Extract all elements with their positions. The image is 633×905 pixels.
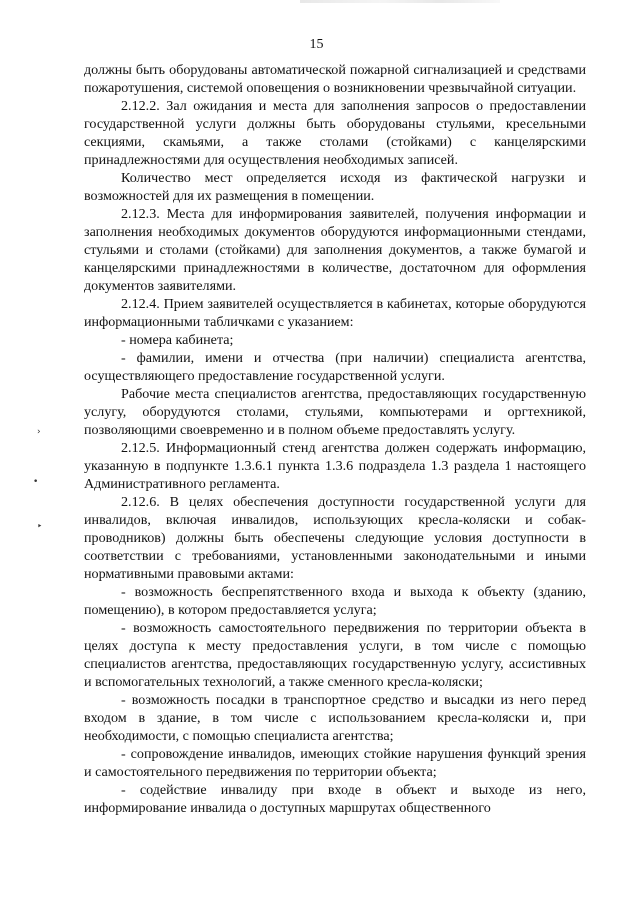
list-item: - номера кабинета;	[121, 332, 234, 348]
list-item: - возможность посадки в транспортное средство и высадки из него перед входом в здание, в том числе с использованием кресла-коляски и, при необходимости, с помощью специалиста агентства;	[84, 692, 586, 744]
paragraph: должны быть оборудованы автоматической пожарной сигнализацией и средствами пожаротушения, системой оповещения о возникновении чрезвычайной ситуации.	[84, 62, 586, 96]
list-item: - фамилии, имени и отчества (при наличии) специалиста агентства, осуществляющего предоставление государственной услуги.	[84, 350, 586, 384]
scan-edge-artifact	[300, 0, 500, 3]
paragraph: 2.12.2. Зал ожидания и места для заполнения запросов о предоставлении государственной услуги должны быть оборудованы стульями, кресельными секциями, скамьями, а также столами (стойками) с канцелярскими принадлежностями для осуществления необходимых записей.	[84, 98, 586, 168]
paragraph: 2.12.6. В целях обеспечения доступности государственной услуги для инвалидов, включая инвалидов, использующих кресла-коляски и собак-проводников) должны быть обеспечены следующие условия доступности в соответствии с требованиями, установленными законодательными и иными нормативными правовыми актами:	[84, 494, 586, 582]
document-body	[84, 61, 586, 817]
paragraph: 2.12.5. Информационный стенд агентства должен содержать информацию, указанную в подпункте 1.3.6.1 пункта 1.3.6 подраздела 1.3 раздела 1 настоящего Административного регламента.	[84, 440, 586, 492]
list-item: - содействие инвалиду при входе в объект и выходе из него, информирование инвалида о доступных маршрутах общественного	[84, 782, 586, 816]
paragraph: 2.12.4. Прием заявителей осуществляется в кабинетах, которые оборудуются информационными табличками с указанием:	[84, 296, 586, 330]
margin-mark: ‣	[37, 522, 43, 532]
list-item: - сопровождение инвалидов, имеющих стойкие нарушения функций зрения и самостоятельного передвижения по территории объекта;	[84, 746, 586, 780]
list-item: - возможность самостоятельного передвижения по территории объекта в целях доступа к месту предоставления услуги, в том числе с помощью специалистов агентства, предоставляющих государственную услугу, ассистивных и вспомогательных технологий, а также сменного кресла-коляски;	[84, 620, 586, 690]
paragraph: 2.12.3. Места для информирования заявителей, получения информации и заполнения необходимых документов оборудуются информационными стендами, стульями и столами (стойками) для заполнения документов, а также бумагой и канцелярскими принадлежностями в количестве, достаточном для оформления документов заявителями.	[84, 206, 586, 294]
margin-mark: •	[33, 477, 39, 487]
list-item: - возможность беспрепятственного входа и выхода к объекту (зданию, помещению), в котором предоставляется услуга;	[84, 584, 586, 618]
paragraph: Рабочие места специалистов агентства, предоставляющих государственную услугу, оборудуются столами, стульями, компьютерами и оргтехникой, позволяющими своевременно и в полном объеме предоставлять услугу.	[84, 386, 586, 438]
paragraph: Количество мест определяется исходя из фактической нагрузки и возможностей для их размещения в помещении.	[84, 170, 586, 204]
page-number: 15	[309, 37, 324, 52]
margin-mark: ›	[37, 427, 41, 437]
